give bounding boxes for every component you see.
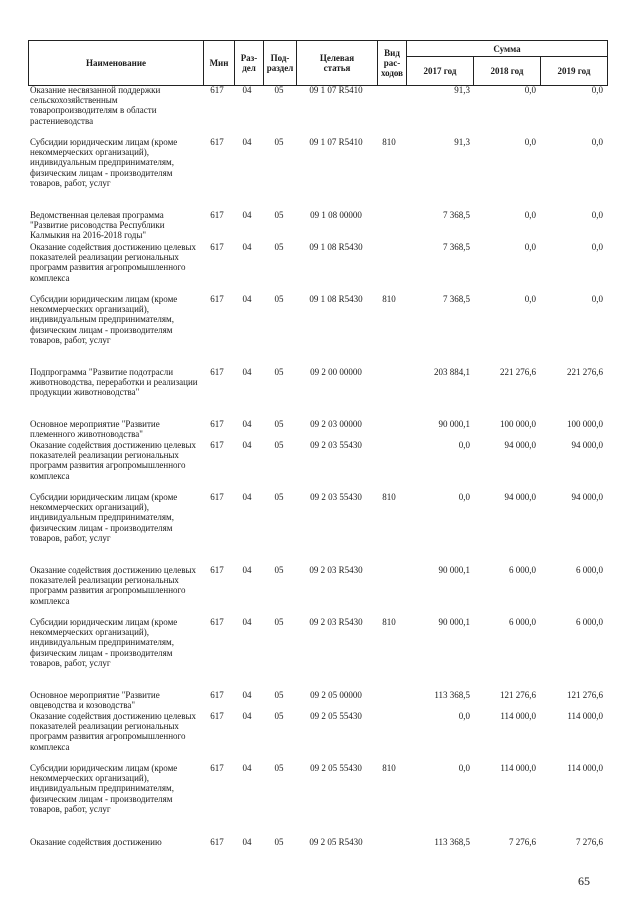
row-razdel: 04 [242, 242, 252, 252]
row-sum-2019: 0,0 [591, 85, 603, 95]
page-number: 65 [578, 874, 590, 888]
header-y3-label: 2019 год [557, 66, 591, 76]
row-sum-2018: 121 276,6 [500, 690, 536, 700]
row-vr: 810 [382, 137, 396, 147]
row-sum-2018: 94 000,0 [504, 440, 536, 450]
row-sum-2017: 0,0 [458, 492, 470, 502]
row-razdel: 04 [242, 837, 252, 847]
row-podrazdel: 05 [274, 690, 284, 700]
row-razdel: 04 [242, 294, 252, 304]
row-cs: 09 2 05 R5430 [309, 837, 363, 847]
row-name: Подпрограмма "Развитие подотрасли животноводства, переработки и реализации продукции животноводства" [30, 367, 198, 398]
row-razdel: 04 [242, 137, 252, 147]
row-razdel: 04 [242, 419, 252, 429]
row-name: Оказание содействия достижению целевых показателей реализации региональных программ развития агропромышленного комплекса [30, 711, 197, 752]
row-sum-2018: 0,0 [524, 210, 536, 220]
row-sum-2018: 6 000,0 [509, 617, 536, 627]
row-podrazdel: 05 [274, 440, 284, 450]
row-name: Оказание содействия достижению [30, 837, 162, 847]
row-podrazdel: 05 [274, 242, 284, 252]
row-cs: 09 2 03 R5430 [309, 617, 363, 627]
row-min: 617 [210, 837, 224, 847]
row-podrazdel: 05 [274, 617, 284, 627]
row-sum-2019: 94 000,0 [571, 440, 603, 450]
row-sum-2017: 91,3 [454, 85, 470, 95]
row-razdel: 04 [242, 367, 252, 377]
row-sum-2019: 0,0 [591, 210, 603, 220]
row-razdel: 04 [242, 711, 252, 721]
row-sum-2018: 94 000,0 [504, 492, 536, 502]
row-sum-2017: 90 000,1 [438, 565, 470, 575]
header-razdel-label: Раз- дел [240, 53, 258, 73]
row-min: 617 [210, 419, 224, 429]
row-name: Субсидии юридическим лицам (кроме некоммерческих организаций), индивидуальным предпринимателям, физическим лицам - производителям товаров, работ, услуг [30, 492, 178, 543]
row-min: 617 [210, 367, 224, 377]
row-min: 617 [210, 294, 224, 304]
row-sum-2017: 0,0 [458, 711, 470, 721]
row-name: Субсидии юридическим лицам (кроме некоммерческих организаций), индивидуальным предпринимателям, физическим лицам - производителям товаров, работ, услуг [30, 763, 178, 814]
row-sum-2017: 113 368,5 [434, 690, 470, 700]
row-podrazdel: 05 [274, 492, 284, 502]
row-podrazdel: 05 [274, 294, 284, 304]
row-name: Ведомственная целевая программа "Развитие рисоводства Республики Калмыкия на 2016-2018 годы" [30, 210, 165, 241]
row-cs: 09 1 08 00000 [310, 210, 362, 220]
row-sum-2017: 91,3 [454, 137, 470, 147]
row-sum-2019: 100 000,0 [567, 419, 603, 429]
row-sum-2017: 7 368,5 [443, 210, 470, 220]
row-podrazdel: 05 [274, 763, 284, 773]
row-name: Оказание несвязанной поддержки сельскохозяйственным товаропроизводителям в области растениеводства [30, 85, 161, 126]
row-razdel: 04 [242, 565, 252, 575]
row-min: 617 [210, 242, 224, 252]
row-name: Оказание содействия достижению целевых показателей реализации региональных программ развития агропромышленного комплекса [30, 242, 197, 283]
row-name: Основное мероприятие "Развитие овцеводства и козоводства" [30, 690, 160, 711]
row-sum-2019: 0,0 [591, 294, 603, 304]
row-sum-2017: 113 368,5 [434, 837, 470, 847]
row-sum-2017: 203 884,1 [434, 367, 470, 377]
row-sum-2018: 6 000,0 [509, 565, 536, 575]
row-name: Субсидии юридическим лицам (кроме некоммерческих организаций), индивидуальным предпринимателям, физическим лицам - производителям товаров, работ, услуг [30, 294, 178, 345]
row-sum-2019: 6 000,0 [576, 565, 603, 575]
row-min: 617 [210, 137, 224, 147]
row-sum-2019: 0,0 [591, 242, 603, 252]
row-sum-2019: 114 000,0 [567, 763, 603, 773]
row-sum-2019: 221 276,6 [567, 367, 603, 377]
row-name: Оказание содействия достижению целевых показателей реализации региональных программ развития агропромышленного комплекса [30, 440, 197, 481]
row-podrazdel: 05 [274, 419, 284, 429]
row-cs: 09 2 03 00000 [310, 419, 362, 429]
row-min: 617 [210, 492, 224, 502]
row-razdel: 04 [242, 492, 252, 502]
row-cs: 09 2 05 00000 [310, 690, 362, 700]
row-min: 617 [210, 617, 224, 627]
row-razdel: 04 [242, 85, 252, 95]
row-razdel: 04 [242, 210, 252, 220]
header-summa-label: Сумма [493, 43, 521, 54]
row-cs: 09 2 03 55430 [310, 492, 362, 502]
header-y2-label: 2018 год [490, 66, 524, 76]
row-name: Оказание содействия достижению целевых показателей реализации региональных программ развития агропромышленного комплекса [30, 565, 197, 606]
row-cs: 09 2 05 55430 [310, 711, 362, 721]
row-razdel: 04 [242, 440, 252, 450]
row-min: 617 [210, 565, 224, 575]
row-sum-2018: 0,0 [524, 137, 536, 147]
row-min: 617 [210, 210, 224, 220]
row-min: 617 [210, 85, 224, 95]
row-sum-2017: 90 000,1 [438, 419, 470, 429]
row-sum-2019: 7 276,6 [576, 837, 603, 847]
row-vr: 810 [382, 763, 396, 773]
header-cs-label: Целевая статья [319, 53, 355, 73]
row-vr: 810 [382, 492, 396, 502]
row-sum-2018: 0,0 [524, 242, 536, 252]
row-sum-2018: 7 276,6 [509, 837, 536, 847]
row-razdel: 04 [242, 690, 252, 700]
row-sum-2019: 6 000,0 [576, 617, 603, 627]
table-header [28, 40, 608, 86]
row-name: Субсидии юридическим лицам (кроме некоммерческих организаций), индивидуальным предпринимателям, физическим лицам - производителям товаров, работ, услуг [30, 617, 178, 668]
row-min: 617 [210, 440, 224, 450]
row-min: 617 [210, 763, 224, 773]
row-cs: 09 1 08 R5430 [309, 242, 363, 252]
row-cs: 09 1 07 R5410 [309, 137, 363, 147]
row-vr: 810 [382, 617, 396, 627]
row-sum-2019: 114 000,0 [567, 711, 603, 721]
row-sum-2018: 0,0 [524, 294, 536, 304]
row-razdel: 04 [242, 763, 252, 773]
row-cs: 09 2 03 R5430 [309, 565, 363, 575]
row-podrazdel: 05 [274, 137, 284, 147]
row-cs: 09 1 07 R5410 [309, 85, 363, 95]
row-podrazdel: 05 [274, 711, 284, 721]
row-podrazdel: 05 [274, 85, 284, 95]
row-sum-2017: 90 000,1 [438, 617, 470, 627]
row-sum-2018: 114 000,0 [500, 711, 536, 721]
row-name: Субсидии юридическим лицам (кроме некоммерческих организаций), индивидуальным предпринимателям, физическим лицам - производителям товаров, работ, услуг [30, 137, 178, 188]
row-sum-2017: 7 368,5 [443, 242, 470, 252]
row-cs: 09 2 00 00000 [310, 367, 362, 377]
row-podrazdel: 05 [274, 210, 284, 220]
row-sum-2017: 0,0 [458, 763, 470, 773]
row-razdel: 04 [242, 617, 252, 627]
header-y1-label: 2017 год [423, 66, 457, 76]
row-sum-2018: 0,0 [524, 85, 536, 95]
row-sum-2017: 0,0 [458, 440, 470, 450]
row-cs: 09 2 05 55430 [310, 763, 362, 773]
row-podrazdel: 05 [274, 837, 284, 847]
row-podrazdel: 05 [274, 565, 284, 575]
row-sum-2018: 100 000,0 [500, 419, 536, 429]
header-vr-label: Вид рас- ходов [380, 48, 404, 78]
row-sum-2018: 221 276,6 [500, 367, 536, 377]
row-vr: 810 [382, 294, 396, 304]
row-sum-2018: 114 000,0 [500, 763, 536, 773]
row-cs: 09 2 03 55430 [310, 440, 362, 450]
row-podrazdel: 05 [274, 367, 284, 377]
row-min: 617 [210, 711, 224, 721]
header-name-label: Наименование [86, 58, 146, 68]
row-sum-2019: 94 000,0 [571, 492, 603, 502]
row-cs: 09 1 08 R5430 [309, 294, 363, 304]
row-sum-2019: 0,0 [591, 137, 603, 147]
header-min-label: Мин [209, 58, 229, 68]
header-podrazdel-label: Под- раздел [266, 53, 294, 73]
row-sum-2019: 121 276,6 [567, 690, 603, 700]
row-sum-2017: 7 368,5 [443, 294, 470, 304]
row-name: Основное мероприятие "Развитие племенного животноводства" [30, 419, 160, 440]
row-min: 617 [210, 690, 224, 700]
